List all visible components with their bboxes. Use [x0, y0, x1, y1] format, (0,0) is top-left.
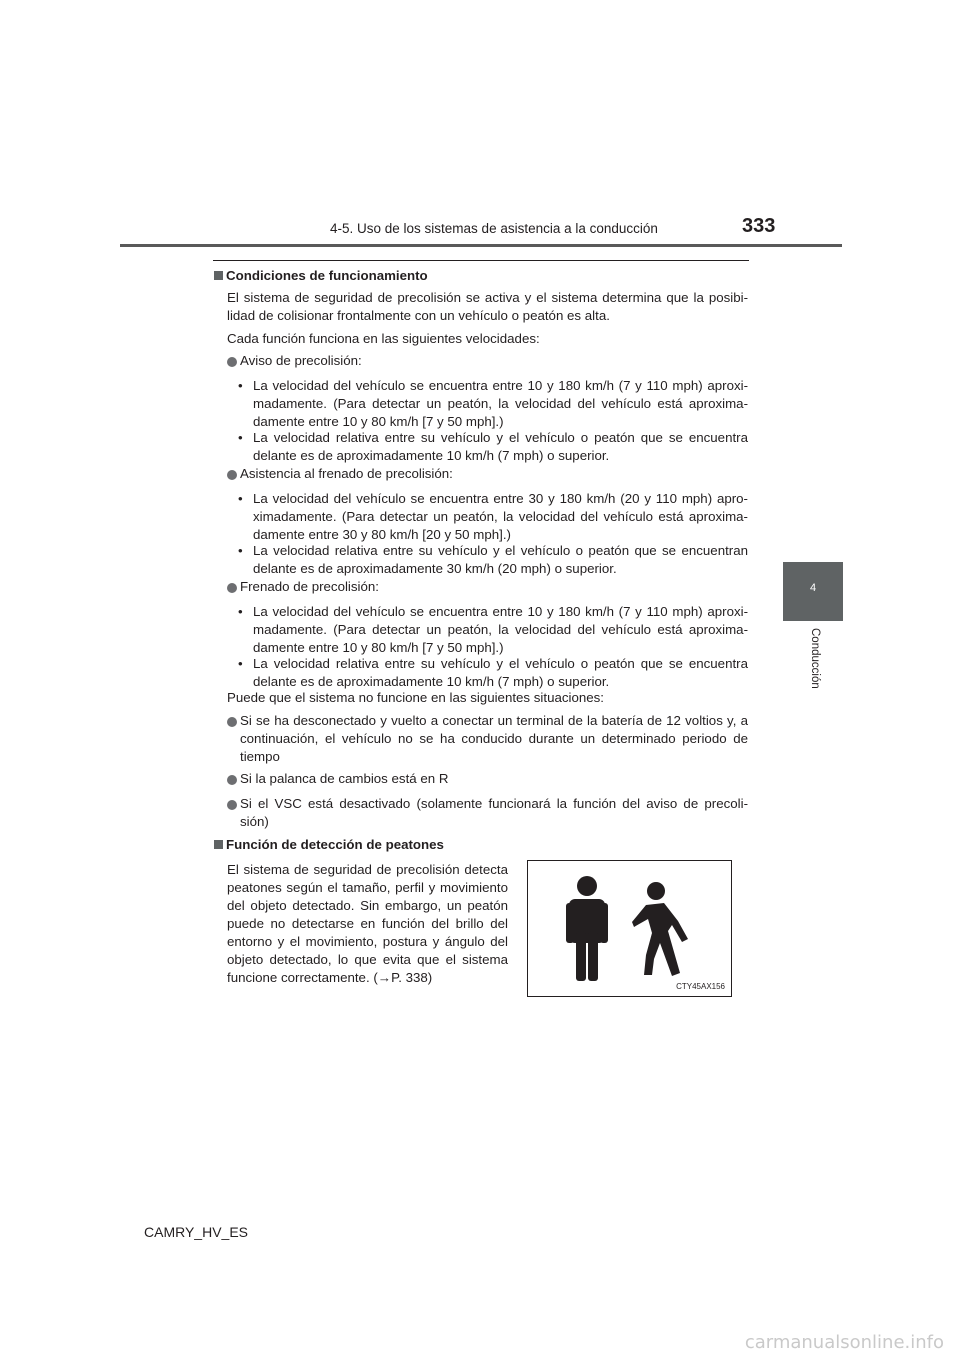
function-item-line: ximadamente. (Para detectar un peatón, la velocidad del vehículo está aproxima- — [253, 509, 748, 524]
bullet-dot: • — [238, 491, 243, 506]
situation-line: Si la palanca de cambios está en R — [240, 771, 449, 786]
function-item-line: La velocidad del vehículo se encuentra entre 10 y 180 km/h (7 y 110 mph) aproxi- — [253, 604, 748, 619]
situation-line: continuación, el vehículo no se ha conducido durante un determinado periodo de — [240, 731, 748, 746]
function-item-line: damente entre 10 y 80 km/h [7 y 50 mph].) — [253, 414, 504, 429]
bullet-dot: • — [238, 378, 243, 393]
not-working-intro: Puede que el sistema no funcione en las siguientes situaciones: — [227, 690, 604, 705]
situation-line: tiempo — [240, 749, 280, 764]
function-item-line: La velocidad del vehículo se encuentra entre 30 y 180 km/h (20 y 110 mph) apro- — [253, 491, 748, 506]
watermark: carmanualsonline.info — [744, 1332, 944, 1353]
intro-line: El sistema de seguridad de precolisión se activa y el sistema determina que la posibi- — [227, 290, 748, 305]
function-item-line: damente entre 10 y 80 km/h [7 y 50 mph].) — [253, 640, 504, 655]
content-rule — [213, 260, 749, 261]
function-item-line: La velocidad relativa entre su vehículo y el vehículo o peatón que se encuentran — [253, 543, 748, 558]
pedestrian-line: objeto detectado, lo que evita que el sistema — [227, 952, 508, 967]
bullet-dot: • — [238, 604, 243, 619]
function-item-line: damente entre 30 y 80 km/h [20 y 50 mph].) — [253, 527, 511, 542]
function-item-line: La velocidad relativa entre su vehículo y el vehículo o peatón que se encuentra — [253, 656, 748, 671]
pedestrian-line: del objeto detectado. Sin embargo, un peatón — [227, 898, 508, 913]
situation-line: Si el VSC está desactivado (solamente funcionará la función del aviso de precoli- — [240, 796, 748, 811]
figure-code: CTY45AX156 — [676, 982, 725, 991]
pedestrian-line: funcione correctamente. (→P. 338) — [227, 970, 433, 985]
function-item-line: madamente. (Para detectar un peatón, la velocidad del vehículo está aproxima- — [253, 396, 748, 411]
chapter-label: Conducción — [809, 628, 821, 689]
function-item-line: delante es de aproximadamente 30 km/h (20 mph) o superior. — [253, 561, 617, 576]
section-heading: Función de detección de peatones — [226, 837, 444, 852]
circle-bullet-icon — [227, 800, 237, 810]
footer-code: CAMRY_HV_ES — [144, 1224, 249, 1240]
situation-line: Si se ha desconectado y vuelto a conectar un terminal de la batería de 12 voltios y, a — [240, 713, 748, 728]
function-title: Aviso de precolisión: — [240, 353, 362, 368]
chapter-number: 4 — [809, 582, 817, 594]
square-bullet-icon — [214, 840, 223, 849]
bullet-dot: • — [238, 543, 243, 558]
pedestrian-silhouettes-icon — [528, 861, 731, 996]
pedestrian-line: El sistema de seguridad de precolisión detecta — [227, 862, 508, 877]
circle-bullet-icon — [227, 357, 237, 367]
section-heading: Condiciones de funcionamiento — [226, 268, 428, 283]
pedestrian-line: peatones según el tamaño, perfil y movimiento — [227, 880, 508, 895]
circle-bullet-icon — [227, 470, 237, 480]
square-bullet-icon — [214, 271, 223, 280]
header-rule — [120, 244, 842, 247]
function-item-line: La velocidad relativa entre su vehículo y el vehículo o peatón que se encuentra — [253, 430, 748, 445]
chapter-tab — [783, 562, 843, 621]
intro-line: lidad de colisionar frontalmente con un vehículo o peatón es alta. — [227, 308, 610, 323]
circle-bullet-icon — [227, 717, 237, 727]
page-number: 333 — [742, 215, 776, 237]
function-item-line: La velocidad del vehículo se encuentra entre 10 y 180 km/h (7 y 110 mph) aproxi- — [253, 378, 748, 393]
function-title: Asistencia al frenado de precolisión: — [240, 466, 453, 481]
pedestrian-line: puede no detectarse en función del brillo del — [227, 916, 508, 931]
situation-line: sión) — [240, 814, 269, 829]
circle-bullet-icon — [227, 775, 237, 785]
circle-bullet-icon — [227, 583, 237, 593]
bullet-dot: • — [238, 656, 243, 671]
function-item-line: delante es de aproximadamente 10 km/h (7 mph) o superior. — [253, 448, 610, 463]
section-title: 4-5. Uso de los sistemas de asistencia a la conducción — [330, 221, 658, 236]
function-item-line: delante es de aproximadamente 10 km/h (7 mph) o superior. — [253, 674, 610, 689]
function-item-line: madamente. (Para detectar un peatón, la velocidad del vehículo está aproxima- — [253, 622, 748, 637]
pedestrian-figure — [527, 860, 732, 997]
pedestrian-line: entorno y el movimiento, postura y ángulo del — [227, 934, 508, 949]
bullet-dot: • — [238, 430, 243, 445]
speeds-intro: Cada función funciona en las siguientes velocidades: — [227, 331, 540, 346]
function-title: Frenado de precolisión: — [240, 579, 379, 594]
